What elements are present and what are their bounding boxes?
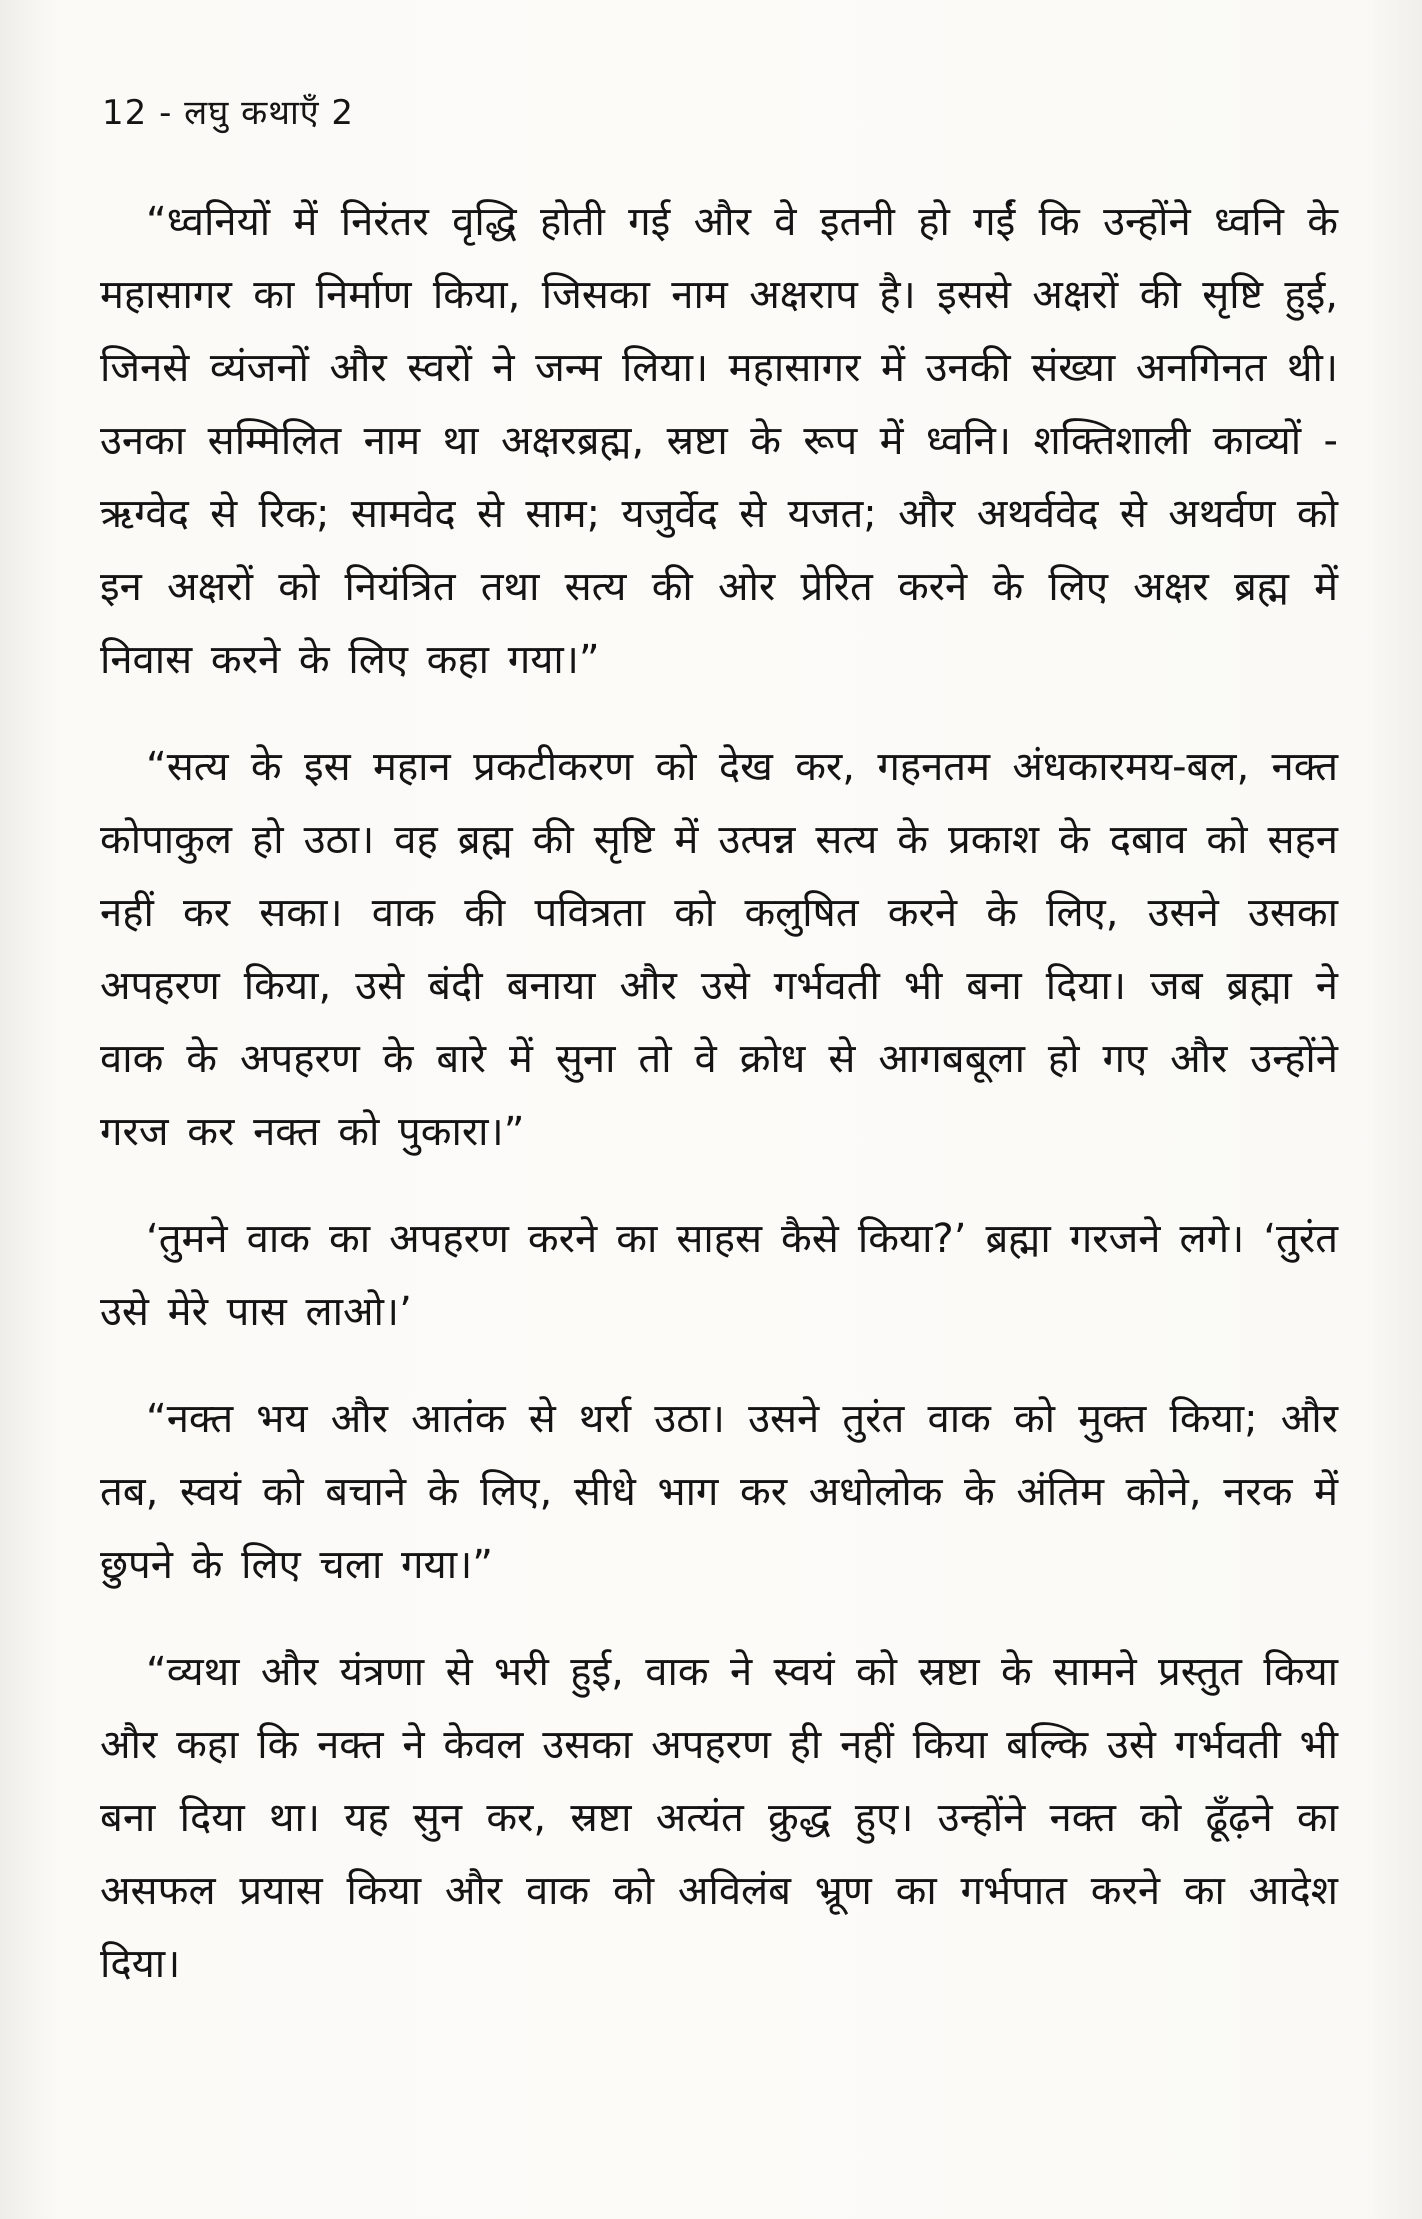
paragraph: ‘तुमने वाक का अपहरण करने का साहस कैसे किया?’ ब्रह्मा गरजने लगे। ‘तुरंत उसे मेरे पास लाओ।’: [100, 1216, 1338, 1335]
paragraph: “ध्वनियों में निरंतर वृद्धि होती गई और वे इतनी हो गईं कि उन्होंने ध्वनि के महासागर का निर्माण किया, जिसका नाम अक्षराप है। इससे अक्षरों की सृष्टि हुई, जिनसे व्यंजनों और स्वरों ने जन्म लिया। महासागर में उनकी संख्या अनगिनत थी। उनका सम्मिलित नाम था अक्षरब्रह्म, स्रष्टा के रूप में ध्वनि। शक्तिशाली काव्यों - ऋग्वेद से रिक; सामवेद से साम; यजुर्वेद से यजत; और अथर्ववेद से अथर्वण को इन अक्षरों को नियंत्रित तथा सत्य की ओर प्रेरित करने के लिए अक्षर ब्रह्म में निवास करने के लिए कहा गया।”: [100, 199, 1338, 683]
paragraph: “सत्य के इस महान प्रकटीकरण को देख कर, गहनतम अंधकारमय-बल, नक्त कोपाकुल हो उठा। वह ब्रह्म की सृष्टि में उत्पन्न सत्य के प्रकाश के दबाव को सहन नहीं कर सका। वाक की पवित्रता को कलुषित करने के लिए, उसने उसका अपहरण किया, उसे बंदी बनाया और उसे गर्भवती भी बना दिया। जब ब्रह्मा ने वाक के अपहरण के बारे में सुना तो वे क्रोध से आगबबूला हो गए और उन्होंने गरज कर नक्त को पुकारा।”: [100, 744, 1338, 1155]
paragraph: “व्यथा और यंत्रणा से भरी हुई, वाक ने स्वयं को स्रष्टा के सामने प्रस्तुत किया और कहा कि नक्त ने केवल उसका अपहरण ही नहीं किया बल्कि उसे गर्भवती भी बना दिया था। यह सुन कर, स्रष्टा अत्यंत क्रुद्ध हुए। उन्होंने नक्त को ढूँढ़ने का असफल प्रयास किया और वाक को अविलंब भ्रूण का गर्भपात करने का आदेश दिया।: [100, 1649, 1338, 1987]
paragraph: “नक्त भय और आतंक से थर्रा उठा। उसने तुरंत वाक को मुक्त किया; और तब, स्वयं को बचाने के लिए, सीधे भाग कर अधोलोक के अंतिम कोने, नरक में छुपने के लिए चला गया।”: [100, 1396, 1338, 1588]
page-header: 12 - लघु कथाएँ 2: [102, 93, 354, 133]
story-text: [100, 186, 1338, 2001]
